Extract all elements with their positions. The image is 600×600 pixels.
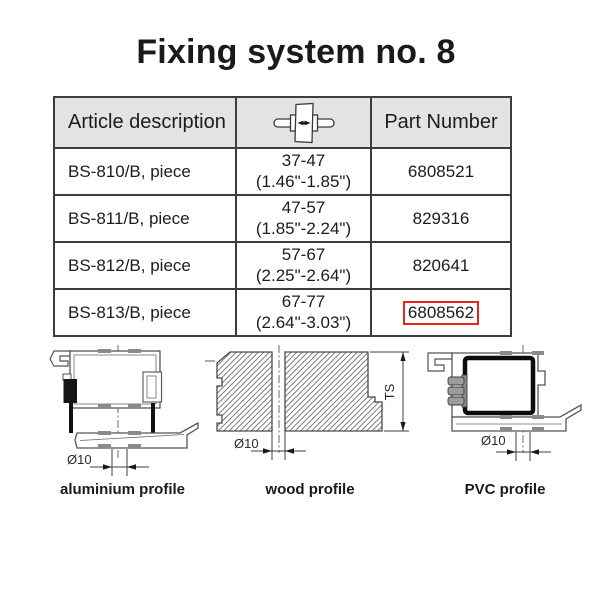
steel-reinforcement bbox=[465, 358, 533, 413]
fixing-pin bbox=[69, 403, 73, 433]
diameter-dimension bbox=[67, 449, 149, 476]
diameter-dimension bbox=[234, 431, 306, 460]
highlighted-part-number: 6808562 bbox=[403, 301, 479, 325]
wood-profile-figure bbox=[205, 345, 415, 480]
article-cell: BS-813/B, piece bbox=[55, 288, 235, 335]
diameter-label: Ø10 bbox=[481, 433, 506, 448]
part-number: 829316 bbox=[412, 208, 470, 228]
article-cell: BS-812/B, piece bbox=[55, 241, 235, 288]
range-cell bbox=[235, 241, 370, 288]
aluminium-profile-figure bbox=[40, 345, 205, 480]
fixing-pin bbox=[151, 403, 155, 433]
part-number-cell bbox=[370, 241, 510, 288]
header-thickness-cell bbox=[235, 98, 370, 147]
range-cell bbox=[235, 194, 370, 241]
panel-thickness-range-icon bbox=[267, 101, 341, 145]
gasket-stack bbox=[448, 375, 467, 407]
wood-profile-label: wood profile bbox=[265, 481, 355, 498]
range-inch: (2.64"-3.03") bbox=[255, 312, 352, 332]
header-article-description: Article description bbox=[68, 111, 226, 133]
pvc-profile-label: PVC profile bbox=[464, 481, 546, 498]
wood-block-left bbox=[217, 352, 272, 431]
aluminium-profile-label: aluminium profile bbox=[59, 481, 185, 498]
part-number-cell bbox=[370, 288, 510, 335]
wood-block-right bbox=[285, 352, 382, 431]
wood-profile-drawing bbox=[205, 345, 415, 480]
article-cell: BS-811/B, piece bbox=[55, 194, 235, 241]
pvc-profile-drawing bbox=[420, 345, 590, 480]
header-part-number: Part Number bbox=[370, 98, 510, 147]
table-row bbox=[55, 241, 510, 288]
diameter-label: Ø10 bbox=[67, 452, 92, 467]
range-mm: 47-57 bbox=[281, 197, 326, 217]
range-cell bbox=[235, 147, 370, 194]
diameter-label: Ø10 bbox=[234, 436, 259, 451]
range-inch: (1.85"-2.24") bbox=[255, 218, 352, 238]
range-mm: 57-67 bbox=[281, 244, 326, 264]
range-mm: 37-47 bbox=[281, 150, 326, 170]
table-row bbox=[55, 288, 510, 335]
fixing-system-table bbox=[53, 96, 512, 337]
range-cell bbox=[235, 288, 370, 335]
table-row bbox=[55, 147, 510, 194]
diameter-dimension bbox=[481, 432, 551, 461]
part-number: 6808521 bbox=[407, 161, 475, 181]
part-number-cell bbox=[370, 194, 510, 241]
table-header-row bbox=[55, 98, 510, 147]
range-inch: (1.46"-1.85") bbox=[255, 171, 352, 191]
thickness-label: TS bbox=[382, 383, 397, 401]
page-title: Fixing system no. 8 bbox=[136, 33, 456, 71]
article-cell: BS-810/B, piece bbox=[55, 147, 235, 194]
range-mm: 67-77 bbox=[281, 291, 326, 311]
pvc-profile-figure bbox=[420, 345, 590, 480]
aluminium-profile-drawing bbox=[40, 345, 205, 480]
part-number-cell bbox=[370, 147, 510, 194]
range-inch: (2.25"-2.64") bbox=[255, 265, 352, 285]
table-row bbox=[55, 194, 510, 241]
part-number: 820641 bbox=[412, 255, 470, 275]
